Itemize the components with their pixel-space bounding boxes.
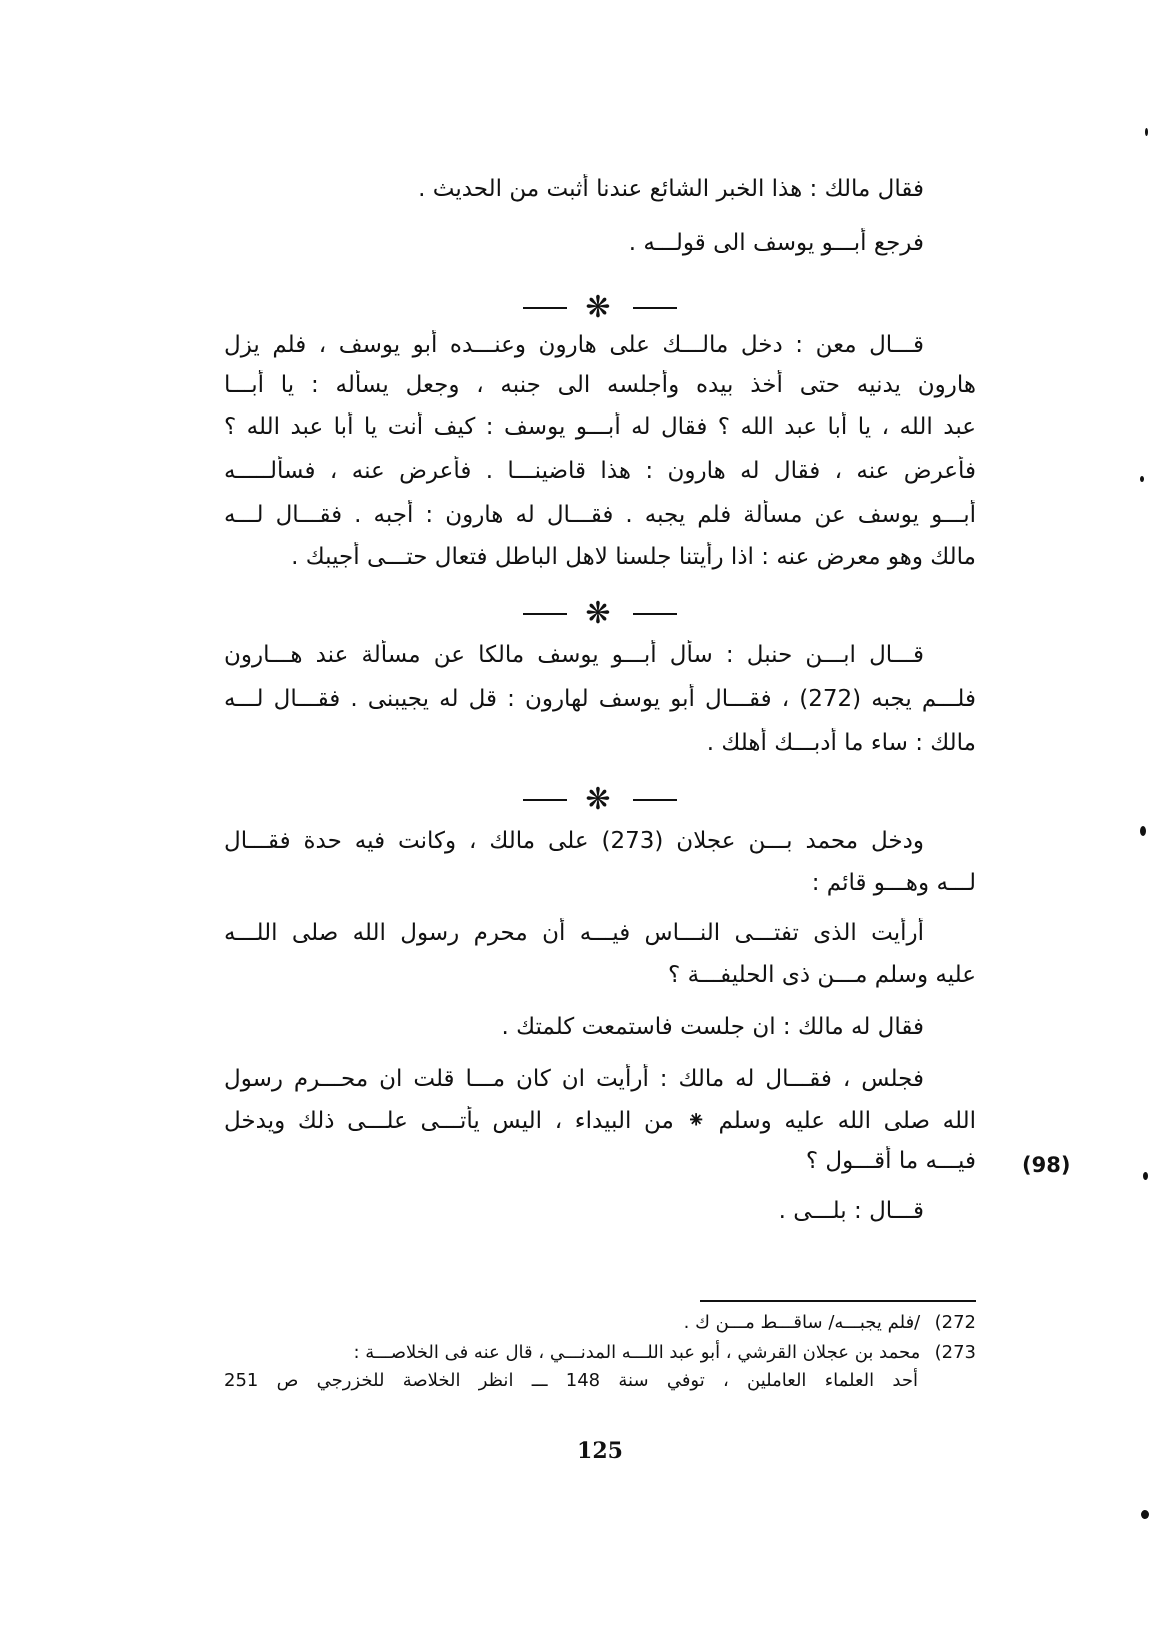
text-line: قـــال ابـــن حنبل : سأل أبـــو يوسف مالكا عن مسألة عند هـــارون <box>224 642 924 668</box>
asterism-icon: ❋ <box>585 782 615 817</box>
footnote-rule <box>700 1300 976 1302</box>
text-line: أبـــو يوسف عن مسألة فلم يجبه . فقـــال له هارون : أجبه . فقـــال لـــه <box>224 502 976 528</box>
scan-speck <box>1143 1172 1148 1180</box>
text-line: فيـــه ما أقـــول ؟ <box>805 1148 976 1174</box>
footnote-text: /فلم يجبـــه/ ساقـــط مـــن ك . <box>683 1312 921 1333</box>
asterism-icon: ❋ <box>585 596 615 631</box>
section-ornament <box>500 596 700 631</box>
text-line: فلـــم يجبه (272) ، فقـــال أبو يوسف لهارون : قل له يجيبنى . فقـــال لـــه <box>224 686 976 712</box>
footnote-text: محمد بن عجلان القرشي ، أبو عبد اللـــه المدنـــي ، قال عنه فى الخلاصـــة : <box>353 1342 921 1363</box>
text-line: عبد الله ، يا أبا عبد الله ؟ فقال له أبـــو يوسف : كيف أنت يا أبا عبد الله ؟ <box>224 414 976 440</box>
footnote-number: 272) <box>934 1312 976 1333</box>
section-ornament <box>500 782 700 817</box>
text-line: قـــال معن : دخل مالـــك على هارون وعنـــده أبو يوسف ، فلم يزل <box>224 332 924 358</box>
section-ornament <box>500 290 700 325</box>
page-number: 125 <box>577 1438 623 1464</box>
text-line: ودخل محمد بـــن عجلان (273) على مالك ، وكانت فيه حدة فقـــال <box>224 828 924 854</box>
text-line: فأعرض عنه ، فقال له هارون : هذا قاضينـــا . فأعرض عنه ، فسألـــــه <box>224 458 976 484</box>
text-line: مالك وهو معرض عنه : اذا رأيتنا جلسنا لاهل الباطل فتعال حتـــى أجيبك . <box>291 544 976 570</box>
footnote-continuation: أحد العلماء العاملين ، توفي سنة 148 ـــ انظر الخلاصة للخزرجي ص 251 <box>224 1370 919 1391</box>
text-line: هارون يدنيه حتى أخذ بيده وأجلسه الى جنبه ، وجعل يسأله : يا أبـــا <box>224 372 976 398</box>
scan-speck <box>1140 826 1146 836</box>
text-line: فقال له مالك : ان جلست فاستمعت كلمتك . <box>501 1014 924 1040</box>
text-line: مالك : ساء ما أدبـــك أهلك . <box>706 730 976 756</box>
text-line: فجلس ، فقـــال له مالك : أرأيت ان كان مـــا قلت ان محـــرم رسول <box>224 1066 924 1092</box>
margin-page-reference: (98) <box>1022 1153 1071 1177</box>
text-line: عليه وسلم مـــن ذى الحليفـــة ؟ <box>668 962 976 988</box>
text-line: فقال مالك : هذا الخبر الشائع عندنا أثبت من الحديث . <box>418 176 924 202</box>
text-line: لـــه وهـــو قائم : <box>811 870 976 896</box>
text-line: قـــال : بلـــى . <box>778 1198 924 1224</box>
scan-speck <box>1141 1510 1149 1519</box>
scan-speck <box>1145 128 1148 136</box>
footnote <box>224 1310 976 1336</box>
scan-speck <box>1140 476 1144 482</box>
footnote-number: 273) <box>934 1342 976 1363</box>
text-line: فرجع أبـــو يوسف الى قولـــه . <box>628 230 924 256</box>
text-line: الله صلى الله عليه وسلم ⁕ من البيداء ، اليس يأتـــى علـــى ذلك ويدخل <box>224 1108 976 1134</box>
text-line: أرأيت الذى تفتـــى النـــاس فيـــه أن محرم رسول الله صلى اللـــه <box>224 920 924 946</box>
footnote <box>224 1340 976 1366</box>
asterism-icon: ❋ <box>585 290 615 325</box>
